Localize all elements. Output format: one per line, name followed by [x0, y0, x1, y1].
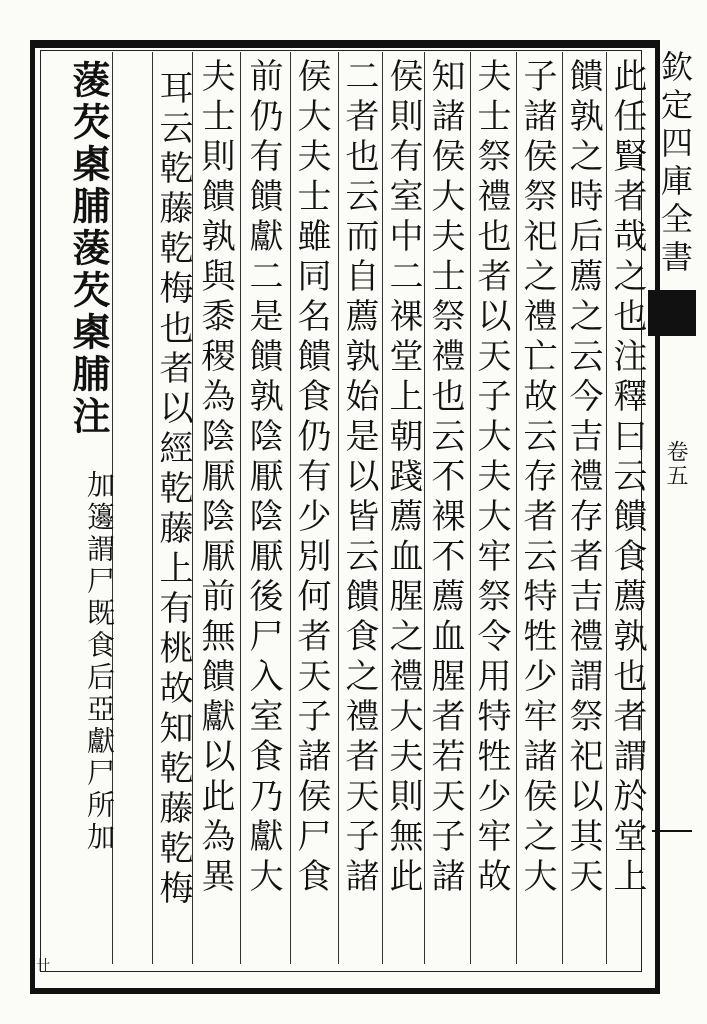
text-column-2: 饋孰之時后薦之云今吉禮存者吉禮謂祭祀以其天 [563, 58, 603, 898]
fishtail-mark [648, 290, 696, 336]
text-column-5: 知諸侯大夫士祭禮也云不裸不薦血腥者若天子諸 [425, 58, 465, 898]
text-column-9: 前仍有饋獻二是饋孰陰厭陰厭後尸入室食乃獻大 [243, 58, 283, 898]
text-column-10: 夫士則饋孰與黍稷為陰厭陰厭前無饋獻以此為異 [195, 58, 235, 898]
text-column-8: 侯大夫士雖同名饋食仍有少別何者天子諸侯尸食 [291, 58, 331, 898]
heading-annotation: 加籩謂尸既食后亞獻尸所加 [83, 470, 116, 854]
text-column-6: 侯則有室中二祼堂上朝踐薦血腥之禮大夫則無此 [383, 58, 423, 898]
page-number-mark [652, 830, 692, 832]
text-column-11: 耳云乾藤乾梅也者以經乾藤上有桃故知乾藤乾梅 [153, 70, 193, 910]
heading-column: 蔆芡㮚脯蔆芡㮚脯注 [66, 60, 111, 438]
text-column-3: 子諸侯祭祀之禮亡故云存者云特牲少牢諸侯之大 [517, 58, 557, 898]
text-column-7: 二者也云而自薦孰始是以皆云饋食之禮者天子諸 [339, 58, 379, 898]
column-divider [240, 52, 241, 964]
text-column-4: 夫士祭禮也者以天子大夫大牢祭令用特牲少牢故 [471, 58, 511, 898]
leaf-edge-mark: 卄 [36, 958, 50, 974]
volume-label: 卷五 [663, 440, 688, 488]
book-title-margin: 欽定四庫全書 [656, 50, 694, 278]
text-column-1: 此任賢者哉之也注釋曰云饋食薦孰也者謂於堂上 [607, 58, 647, 898]
